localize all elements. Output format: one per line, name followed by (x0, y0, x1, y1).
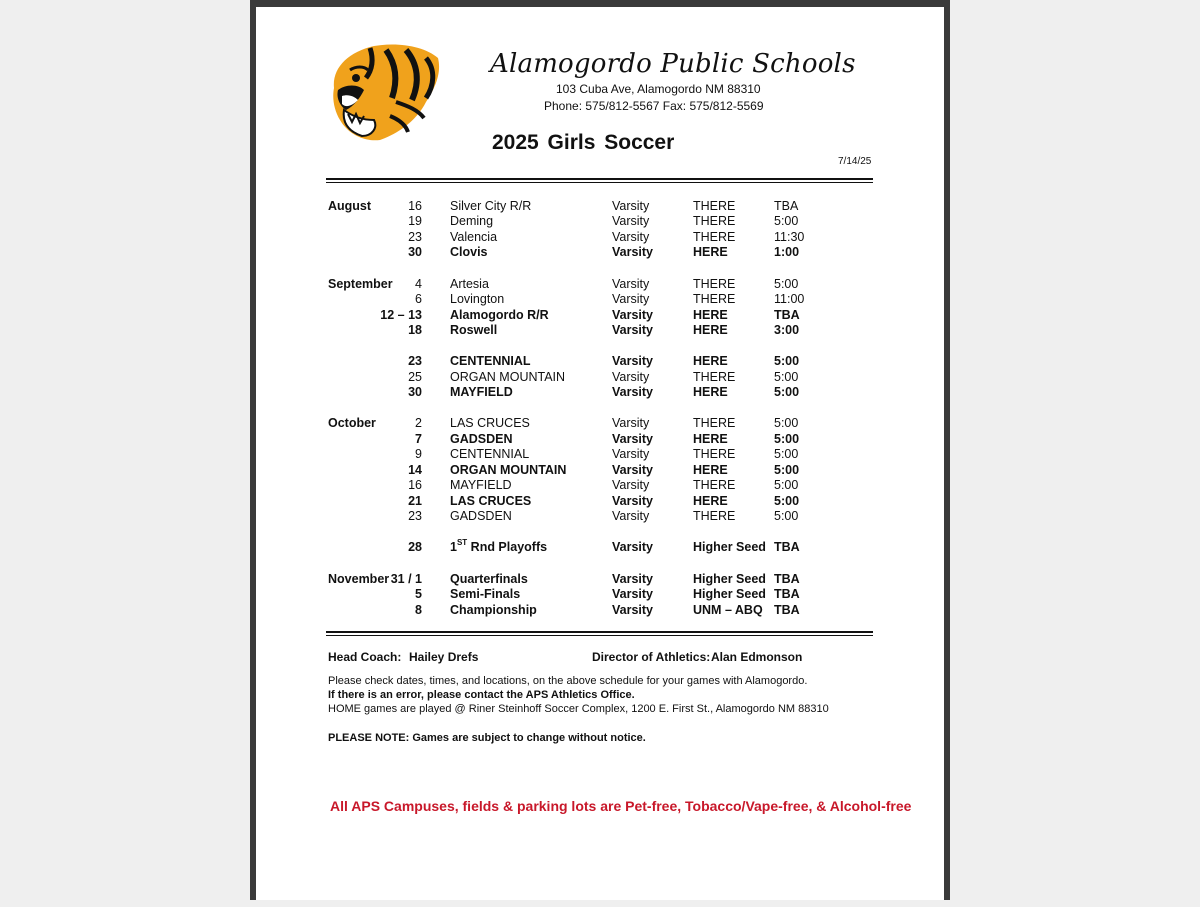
schedule-time: 5:00 (774, 447, 799, 461)
schedule-row (256, 230, 944, 246)
schedule-location: THERE (693, 509, 736, 523)
schedule-level: Varsity (612, 494, 654, 508)
schedule-opponent: Deming (450, 214, 494, 228)
schedule-location: THERE (693, 447, 736, 461)
schedule-time: 5:00 (774, 354, 800, 368)
schedule-row (256, 587, 944, 603)
school-name: Alamogordo Public Schools (490, 49, 856, 79)
schedule-time: 11:00 (774, 292, 805, 306)
schedule-location: THERE (693, 199, 736, 213)
schedule-opponent-prefix: 1 (450, 540, 457, 554)
schedule-time: 5:00 (774, 432, 800, 446)
schedule-level: Varsity (612, 572, 654, 586)
schedule-day: 16 (408, 199, 422, 213)
footer-divider (326, 631, 873, 636)
schedule-location: HERE (693, 494, 728, 508)
schedule-opponent: ORGAN MOUNTAIN (450, 463, 567, 477)
schedule-time: TBA (774, 587, 800, 601)
schedule-location: Higher Seed (693, 540, 766, 554)
schedule-time: 11:30 (774, 230, 805, 244)
schedule-month: August (328, 199, 372, 213)
schedule-row (256, 509, 944, 525)
schedule-opponent: GADSDEN (450, 432, 513, 446)
schedule-row (256, 463, 944, 479)
schedule-level: Varsity (612, 540, 654, 554)
schedule-opponent: Silver City R/R (450, 199, 532, 213)
schedule-opponent: LAS CRUCES (450, 494, 532, 508)
schedule-level: Varsity (612, 308, 654, 322)
schedule-row (256, 292, 944, 308)
schedule-row (256, 308, 944, 324)
schedule-opponent: LAS CRUCES (450, 416, 530, 430)
schedule-opponent (450, 540, 547, 554)
schedule-opponent: MAYFIELD (450, 478, 512, 492)
note-subject-to-change: PLEASE NOTE: Games are subject to change without notice. (328, 732, 646, 744)
schedule-row (256, 603, 944, 619)
schedule-day: 12 – 13 (380, 308, 422, 322)
schedule-level: Varsity (612, 463, 654, 477)
schedule-opponent: MAYFIELD (450, 385, 513, 399)
head-coach-name: Hailey Drefs (409, 650, 479, 664)
schedule-opponent: Artesia (450, 277, 489, 291)
schedule-time: 5:00 (774, 214, 799, 228)
schedule-row (256, 323, 944, 339)
schedule-location: HERE (693, 354, 728, 368)
schedule-level: Varsity (612, 292, 650, 306)
schedule-time: 3:00 (774, 323, 800, 337)
schedule-day: 23 (408, 230, 422, 244)
schedule-time: TBA (774, 603, 800, 617)
director-name: Alan Edmonson (711, 650, 803, 664)
schedule-document (256, 7, 944, 900)
schedule-opponent-text: Rnd Playoffs (467, 540, 548, 554)
schedule-day: 21 (408, 494, 422, 508)
schedule-time: 1:00 (774, 245, 800, 259)
schedule-location: HERE (693, 323, 728, 337)
schedule-table (256, 7, 944, 907)
schedule-level: Varsity (612, 385, 654, 399)
schedule-location: UNM – ABQ (693, 603, 763, 617)
schedule-row (256, 572, 944, 588)
schedule-row (256, 540, 944, 556)
schedule-day: 9 (415, 447, 422, 461)
schedule-opponent: Quarterfinals (450, 572, 528, 586)
schedule-time: 5:00 (774, 509, 799, 523)
schedule-time: TBA (774, 199, 799, 213)
campus-policy-notice: All APS Campuses, fields & parking lots are Pet-free, Tobacco/Vape-free, & Alcohol-free (330, 798, 912, 814)
schedule-day: 19 (408, 214, 422, 228)
schedule-row (256, 447, 944, 463)
schedule-month: September (328, 277, 393, 291)
schedule-month: October (328, 416, 376, 430)
schedule-location: HERE (693, 385, 728, 399)
schedule-location: Higher Seed (693, 587, 766, 601)
schedule-time: 5:00 (774, 416, 799, 430)
schedule-time: TBA (774, 308, 800, 322)
schedule-row (256, 478, 944, 494)
schedule-row (256, 385, 944, 401)
schedule-opponent: Valencia (450, 230, 498, 244)
note-home-venue: HOME games are played @ Riner Steinhoff Soccer Complex, 1200 E. First St., Alamogordo NM 88310 (328, 703, 829, 715)
schedule-row (256, 214, 944, 230)
schedule-location: THERE (693, 416, 736, 430)
schedule-day: 18 (408, 323, 422, 337)
schedule-time: TBA (774, 540, 800, 554)
schedule-day: 30 (408, 245, 422, 259)
schedule-opponent: Alamogordo R/R (450, 308, 549, 322)
schedule-day: 16 (408, 478, 422, 492)
schedule-opponent: GADSDEN (450, 509, 512, 523)
schedule-location: Higher Seed (693, 572, 766, 586)
schedule-level: Varsity (612, 432, 654, 446)
schedule-location: THERE (693, 214, 736, 228)
schedule-month: November (328, 572, 390, 586)
schedule-time: 5:00 (774, 385, 800, 399)
school-address: 103 Cuba Ave, Alamogordo NM 88310 (556, 82, 761, 96)
schedule-row (256, 245, 944, 261)
schedule-opponent: CENTENNIAL (450, 447, 530, 461)
schedule-level: Varsity (612, 370, 650, 384)
schedule-opponent: Championship (450, 603, 537, 617)
page-title: 2025 Girls Soccer (492, 131, 675, 154)
schedule-level: Varsity (612, 245, 654, 259)
note-check-schedule: Please check dates, times, and locations, on the above schedule for your games with Alamogordo. (328, 675, 808, 687)
schedule-level: Varsity (612, 199, 650, 213)
schedule-level: Varsity (612, 416, 650, 430)
schedule-level: Varsity (612, 214, 650, 228)
revision-date: 7/14/25 (838, 156, 872, 167)
schedule-day: 23 (408, 354, 422, 368)
note-contact-office: If there is an error, please contact the APS Athletics Office. (328, 689, 635, 701)
schedule-opponent: Semi-Finals (450, 587, 521, 601)
schedule-location: HERE (693, 463, 728, 477)
schedule-row (256, 370, 944, 386)
schedule-level: Varsity (612, 587, 654, 601)
schedule-day: 30 (408, 385, 422, 399)
schedule-day: 7 (415, 432, 422, 446)
schedule-opponent: CENTENNIAL (450, 354, 531, 368)
schedule-time: 5:00 (774, 370, 799, 384)
schedule-row (256, 432, 944, 448)
schedule-row (256, 277, 944, 293)
schedule-level: Varsity (612, 447, 650, 461)
schedule-level: Varsity (612, 230, 650, 244)
schedule-location: THERE (693, 277, 736, 291)
schedule-day: 2 (415, 416, 422, 430)
schedule-day: 6 (415, 292, 422, 306)
director-label: Director of Athletics: (592, 650, 711, 664)
schedule-location: THERE (693, 370, 736, 384)
school-phone-fax: Phone: 575/812-5567 Fax: 575/812-5569 (544, 99, 764, 113)
schedule-time: 5:00 (774, 478, 799, 492)
schedule-opponent: Clovis (450, 245, 488, 259)
schedule-opponent-sup: ST (456, 538, 468, 547)
schedule-day: 14 (408, 463, 422, 477)
schedule-row (256, 416, 944, 432)
schedule-time: TBA (774, 572, 800, 586)
schedule-row (256, 354, 944, 370)
schedule-opponent: Roswell (450, 323, 498, 337)
schedule-level: Varsity (612, 509, 650, 523)
schedule-location: HERE (693, 308, 728, 322)
schedule-level: Varsity (612, 478, 650, 492)
schedule-day: 4 (415, 277, 422, 291)
schedule-day: 31 / 1 (390, 572, 422, 586)
schedule-time: 5:00 (774, 463, 800, 477)
schedule-level: Varsity (612, 354, 654, 368)
schedule-level: Varsity (612, 277, 650, 291)
schedule-opponent: Lovington (450, 292, 505, 306)
head-coach-label: Head Coach: (328, 650, 402, 664)
frame-right (944, 0, 950, 900)
schedule-level: Varsity (612, 603, 654, 617)
schedule-location: THERE (693, 230, 736, 244)
schedule-location: HERE (693, 432, 728, 446)
schedule-day: 5 (415, 587, 422, 601)
schedule-day: 28 (408, 540, 422, 554)
schedule-time: 5:00 (774, 494, 800, 508)
schedule-location: THERE (693, 292, 736, 306)
schedule-time: 5:00 (774, 277, 799, 291)
schedule-location: HERE (693, 245, 728, 259)
schedule-opponent: ORGAN MOUNTAIN (450, 370, 566, 384)
schedule-row (256, 199, 944, 215)
schedule-row (256, 494, 944, 510)
schedule-day: 8 (415, 603, 422, 617)
schedule-day: 23 (408, 509, 422, 523)
frame-top (250, 0, 950, 7)
schedule-level: Varsity (612, 323, 654, 337)
schedule-location: THERE (693, 478, 736, 492)
schedule-day: 25 (408, 370, 422, 384)
